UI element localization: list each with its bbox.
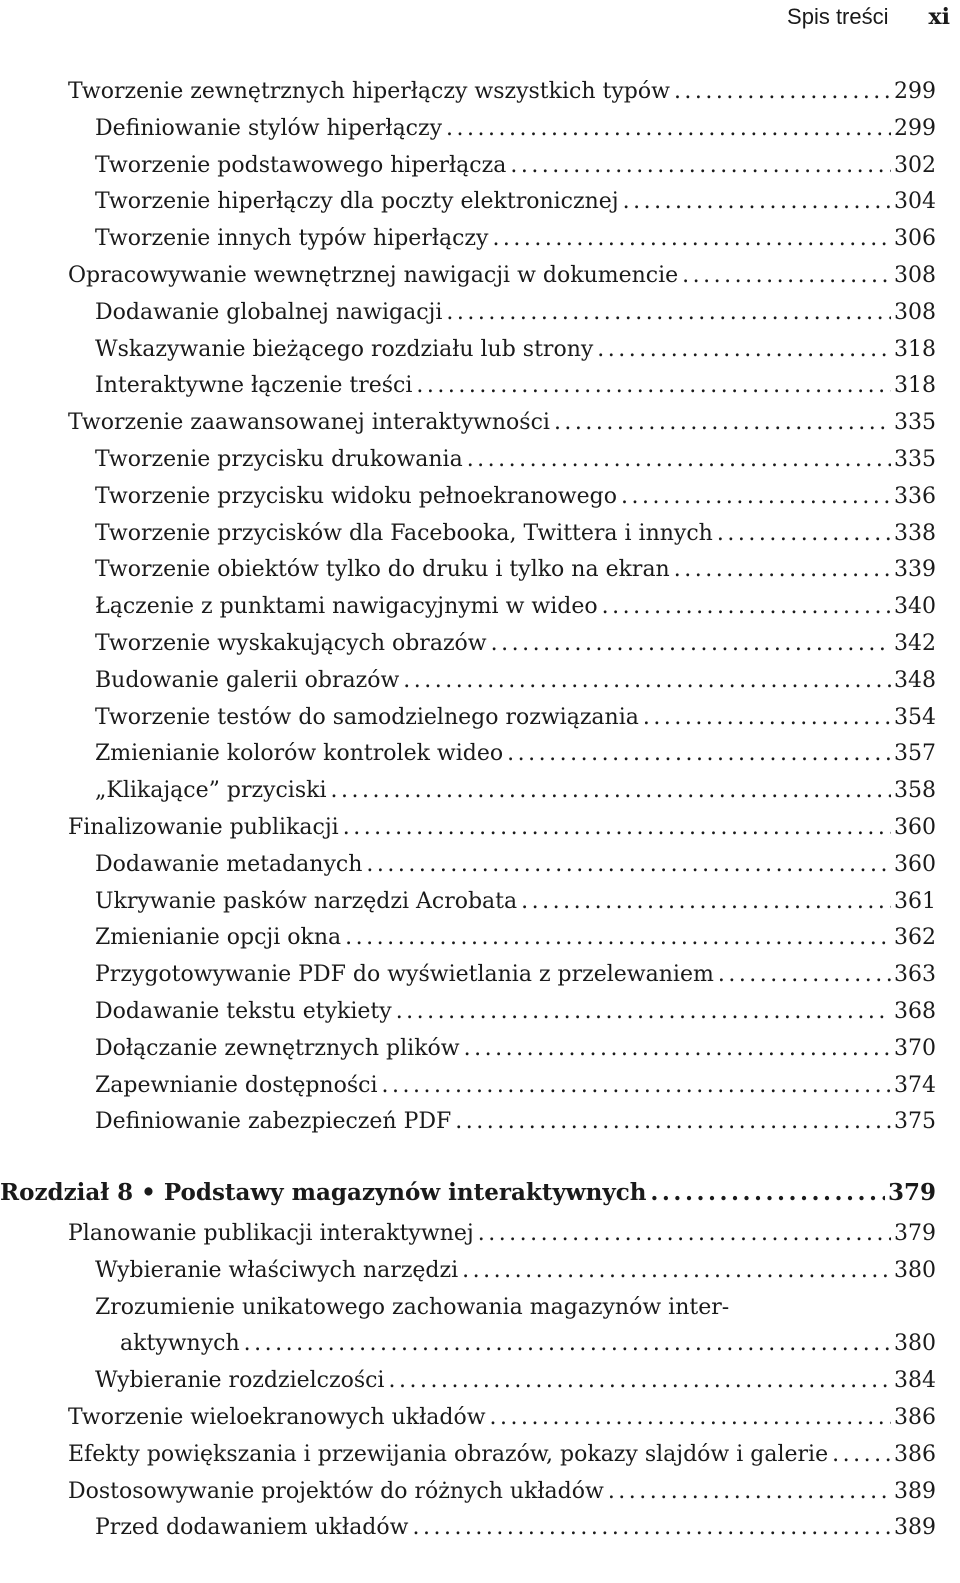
toc-entry-title: Wybieranie rozdzielczości bbox=[95, 1368, 385, 1393]
toc-entry-page: 361 bbox=[894, 889, 936, 914]
toc-entry-page: 335 bbox=[894, 447, 936, 472]
toc-entry-page: 358 bbox=[894, 778, 936, 803]
toc-dot-leader bbox=[621, 479, 891, 515]
toc-entry-page: 302 bbox=[894, 153, 936, 178]
toc-entry-page: 374 bbox=[894, 1073, 936, 1098]
toc-entry-title: Rozdział 8 • Podstawy magazynów interaktywnych bbox=[0, 1179, 647, 1206]
toc-entry[interactable] bbox=[95, 552, 936, 588]
toc-entry-page: 357 bbox=[894, 741, 936, 766]
toc-entry[interactable] bbox=[95, 148, 936, 184]
toc-entry-page: 379 bbox=[887, 1179, 936, 1206]
toc-entry[interactable] bbox=[68, 74, 936, 110]
toc-dot-leader bbox=[597, 332, 891, 368]
toc-dot-leader bbox=[446, 111, 891, 147]
toc-entry-page: 370 bbox=[894, 1036, 936, 1061]
toc-entry-page: 335 bbox=[894, 410, 936, 435]
toc-entry[interactable] bbox=[95, 368, 936, 404]
toc-entry-title: Budowanie galerii obrazów bbox=[95, 668, 400, 693]
toc-dot-leader bbox=[832, 1437, 891, 1473]
toc-entry-title: aktywnych bbox=[120, 1331, 240, 1356]
toc-dot-leader bbox=[674, 552, 891, 588]
toc-entry-title: Dodawanie metadanych bbox=[95, 852, 363, 877]
toc-dot-leader bbox=[464, 1031, 891, 1067]
toc-entry-title: Zmienianie kolorów kontrolek wideo bbox=[95, 741, 504, 766]
toc-entry-page: 360 bbox=[894, 852, 936, 877]
toc-entry-page: 348 bbox=[894, 668, 936, 693]
toc-entry-page: 375 bbox=[894, 1109, 936, 1134]
toc-entry[interactable] bbox=[95, 957, 936, 993]
toc-dot-leader bbox=[682, 258, 891, 294]
toc-dot-leader bbox=[446, 295, 891, 331]
toc-dot-leader bbox=[345, 920, 891, 956]
toc-entry-title: Tworzenie obiektów tylko do druku i tylko na ekran bbox=[95, 557, 670, 582]
toc-chapter-entry[interactable] bbox=[0, 1175, 936, 1211]
toc-entry-page: 380 bbox=[894, 1331, 936, 1356]
toc-entry-page: 304 bbox=[894, 189, 936, 214]
toc-dot-leader bbox=[412, 1510, 891, 1546]
toc-entry-page: 336 bbox=[894, 484, 936, 509]
toc-entry-title: Interaktywne łączenie treści bbox=[95, 373, 413, 398]
toc-dot-leader bbox=[396, 994, 891, 1030]
toc-entry-title: Zmienianie opcji okna bbox=[95, 925, 342, 950]
toc-entry-page: 342 bbox=[894, 631, 936, 656]
toc-entry[interactable] bbox=[68, 1474, 936, 1510]
toc-entry-page: 299 bbox=[894, 116, 936, 141]
toc-entry[interactable] bbox=[68, 810, 936, 846]
toc-dot-leader bbox=[554, 405, 891, 441]
toc-dot-leader bbox=[608, 1474, 891, 1510]
toc-entry-page: 389 bbox=[894, 1479, 936, 1504]
toc-entry-page: 362 bbox=[894, 925, 936, 950]
toc-entry-title: Tworzenie wyskakujących obrazów bbox=[95, 631, 487, 656]
toc-dot-leader bbox=[403, 663, 891, 699]
toc-entry-page: 386 bbox=[894, 1405, 936, 1430]
toc-entry[interactable] bbox=[95, 663, 936, 699]
toc-entry-title: Zapewnianie dostępności bbox=[95, 1073, 378, 1098]
toc-entry-title: Tworzenie testów do samodzielnego rozwiązania bbox=[95, 705, 639, 730]
toc-entry-title: Definiowanie stylów hiperłączy bbox=[95, 116, 443, 141]
toc-entry[interactable] bbox=[95, 1510, 936, 1546]
toc-entry[interactable] bbox=[95, 479, 936, 515]
toc-dot-leader bbox=[717, 516, 891, 552]
toc-entry[interactable] bbox=[95, 884, 936, 920]
toc-entry[interactable] bbox=[95, 332, 936, 368]
running-header bbox=[787, 4, 950, 28]
toc-dot-leader bbox=[478, 1216, 891, 1252]
toc-entry-page: 379 bbox=[894, 1221, 936, 1246]
toc-entry[interactable] bbox=[68, 258, 936, 294]
toc-entry[interactable] bbox=[95, 1104, 936, 1140]
toc-entry-page: 389 bbox=[894, 1515, 936, 1540]
toc-entry[interactable] bbox=[95, 442, 936, 478]
toc-dot-leader bbox=[467, 442, 891, 478]
toc-entry-title: Definiowanie zabezpieczeń PDF bbox=[95, 1109, 452, 1134]
toc-entry-title: Dołączanie zewnętrznych plików bbox=[95, 1036, 460, 1061]
toc-dot-leader bbox=[491, 626, 891, 662]
toc-entry-title: Ukrywanie pasków narzędzi Acrobata bbox=[95, 889, 518, 914]
toc-entry[interactable] bbox=[95, 184, 936, 220]
toc-dot-leader bbox=[623, 184, 891, 220]
toc-entry[interactable] bbox=[95, 920, 936, 956]
toc-entry-title: Wybieranie właściwych narzędzi bbox=[95, 1258, 459, 1283]
toc-entry-page: 299 bbox=[894, 79, 936, 104]
toc-entry-page: 368 bbox=[894, 999, 936, 1024]
toc-entry-page: 308 bbox=[894, 263, 936, 288]
toc-entry-page: 318 bbox=[894, 337, 936, 362]
toc-entry-page: 380 bbox=[894, 1258, 936, 1283]
toc-dot-leader bbox=[510, 148, 891, 184]
toc-dot-leader bbox=[366, 847, 891, 883]
toc-entry-page: 306 bbox=[894, 226, 936, 251]
toc-entry-title: Tworzenie przycisku widoku pełnoekranowego bbox=[95, 484, 617, 509]
toc-dot-leader bbox=[674, 74, 891, 110]
toc-dot-leader bbox=[492, 221, 891, 257]
toc-entry-title: Dodawanie tekstu etykiety bbox=[95, 999, 392, 1024]
toc-dot-leader bbox=[650, 1175, 885, 1211]
toc-entry[interactable] bbox=[95, 1068, 936, 1104]
toc-entry-title: Przed dodawaniem układów bbox=[95, 1515, 409, 1540]
toc-entry[interactable] bbox=[95, 516, 936, 552]
toc-dot-leader bbox=[718, 957, 891, 993]
toc-entry-page: 384 bbox=[894, 1368, 936, 1393]
toc-entry-title: Tworzenie wieloekranowych układów bbox=[68, 1405, 486, 1430]
toc-dot-leader bbox=[643, 700, 891, 736]
toc-entry-title: Tworzenie podstawowego hiperłącza bbox=[95, 153, 507, 178]
toc-entry-page: 363 bbox=[894, 962, 936, 987]
toc-dot-leader bbox=[521, 884, 891, 920]
toc-entry[interactable] bbox=[95, 1253, 936, 1289]
toc-entry-title: Przygotowywanie PDF do wyświetlania z przelewaniem bbox=[95, 962, 714, 987]
toc-entry-page: 338 bbox=[894, 521, 936, 546]
toc-dot-leader bbox=[490, 1400, 891, 1436]
toc-entry-page: 386 bbox=[894, 1442, 936, 1467]
toc-dot-leader bbox=[455, 1104, 891, 1140]
toc-dot-leader bbox=[416, 368, 891, 404]
toc-entry-page: 360 bbox=[894, 815, 936, 840]
toc-entry-title: Łączenie z punktami nawigacyjnymi w wideo bbox=[95, 594, 598, 619]
toc-entry[interactable] bbox=[95, 626, 936, 662]
toc-entry-title: Wskazywanie bieżącego rozdziału lub strony bbox=[95, 337, 594, 362]
toc-dot-leader bbox=[331, 773, 891, 809]
toc-entry[interactable] bbox=[95, 221, 936, 257]
toc-entry-title: Tworzenie innych typów hiperłączy bbox=[95, 226, 489, 251]
toc-entry[interactable] bbox=[68, 1216, 936, 1252]
toc-entry[interactable] bbox=[68, 1400, 936, 1436]
toc-entry[interactable] bbox=[95, 111, 936, 147]
toc-entry[interactable] bbox=[68, 405, 936, 441]
toc-entry[interactable] bbox=[95, 1290, 936, 1326]
toc-dot-leader bbox=[507, 736, 891, 772]
running-header-page-number: xi bbox=[928, 4, 950, 30]
toc-entry[interactable] bbox=[95, 994, 936, 1030]
toc-entry-title: Planowanie publikacji interaktywnej bbox=[68, 1221, 474, 1246]
toc-entry-title: Efekty powiększania i przewijania obrazów, pokazy slajdów i galerie bbox=[68, 1442, 829, 1467]
toc-entry[interactable] bbox=[95, 589, 936, 625]
toc-dot-leader bbox=[382, 1068, 892, 1104]
toc-entry-page: 308 bbox=[894, 300, 936, 325]
toc-entry-title: Zrozumienie unikatowego zachowania magazynów inter- bbox=[95, 1295, 730, 1320]
toc-entry-title: Tworzenie zewnętrznych hiperłączy wszystkich typów bbox=[68, 79, 670, 104]
toc-entry-title: Opracowywanie wewnętrznej nawigacji w dokumencie bbox=[68, 263, 679, 288]
toc-entry-title: Tworzenie przycisków dla Facebooka, Twittera i innych bbox=[95, 521, 713, 546]
toc-entry-title: Tworzenie hiperłączy dla poczty elektronicznej bbox=[95, 189, 619, 214]
toc-dot-leader bbox=[388, 1363, 891, 1399]
toc-entry[interactable] bbox=[68, 1437, 936, 1473]
toc-entry-page: 318 bbox=[894, 373, 936, 398]
toc-entry-title: Dodawanie globalnej nawigacji bbox=[95, 300, 443, 325]
toc-entry[interactable] bbox=[95, 773, 936, 809]
toc-entry[interactable] bbox=[95, 847, 936, 883]
toc-dot-leader bbox=[343, 810, 891, 846]
toc-entry-page: 354 bbox=[894, 705, 936, 730]
toc-entry[interactable] bbox=[120, 1326, 936, 1362]
toc-entry-page: 340 bbox=[894, 594, 936, 619]
toc-dot-leader bbox=[602, 589, 891, 625]
toc-entry-title: Tworzenie przycisku drukowania bbox=[95, 447, 463, 472]
toc-dot-leader bbox=[462, 1253, 891, 1289]
toc-entry[interactable] bbox=[95, 1363, 936, 1399]
toc-entry[interactable] bbox=[95, 700, 936, 736]
toc-entry-title: Dostosowywanie projektów do różnych układów bbox=[68, 1479, 604, 1504]
toc-entry[interactable] bbox=[95, 295, 936, 331]
running-header-title: Spis treści bbox=[787, 4, 889, 29]
toc-entry-title: Tworzenie zaawansowanej interaktywności bbox=[68, 410, 550, 435]
toc-entry-title: „Klikające” przyciski bbox=[95, 778, 327, 803]
toc-entry[interactable] bbox=[95, 736, 936, 772]
toc-dot-leader bbox=[244, 1326, 891, 1362]
toc-entry-page: 339 bbox=[894, 557, 936, 582]
toc-entry[interactable] bbox=[95, 1031, 936, 1067]
toc-entry-title: Finalizowanie publikacji bbox=[68, 815, 339, 840]
